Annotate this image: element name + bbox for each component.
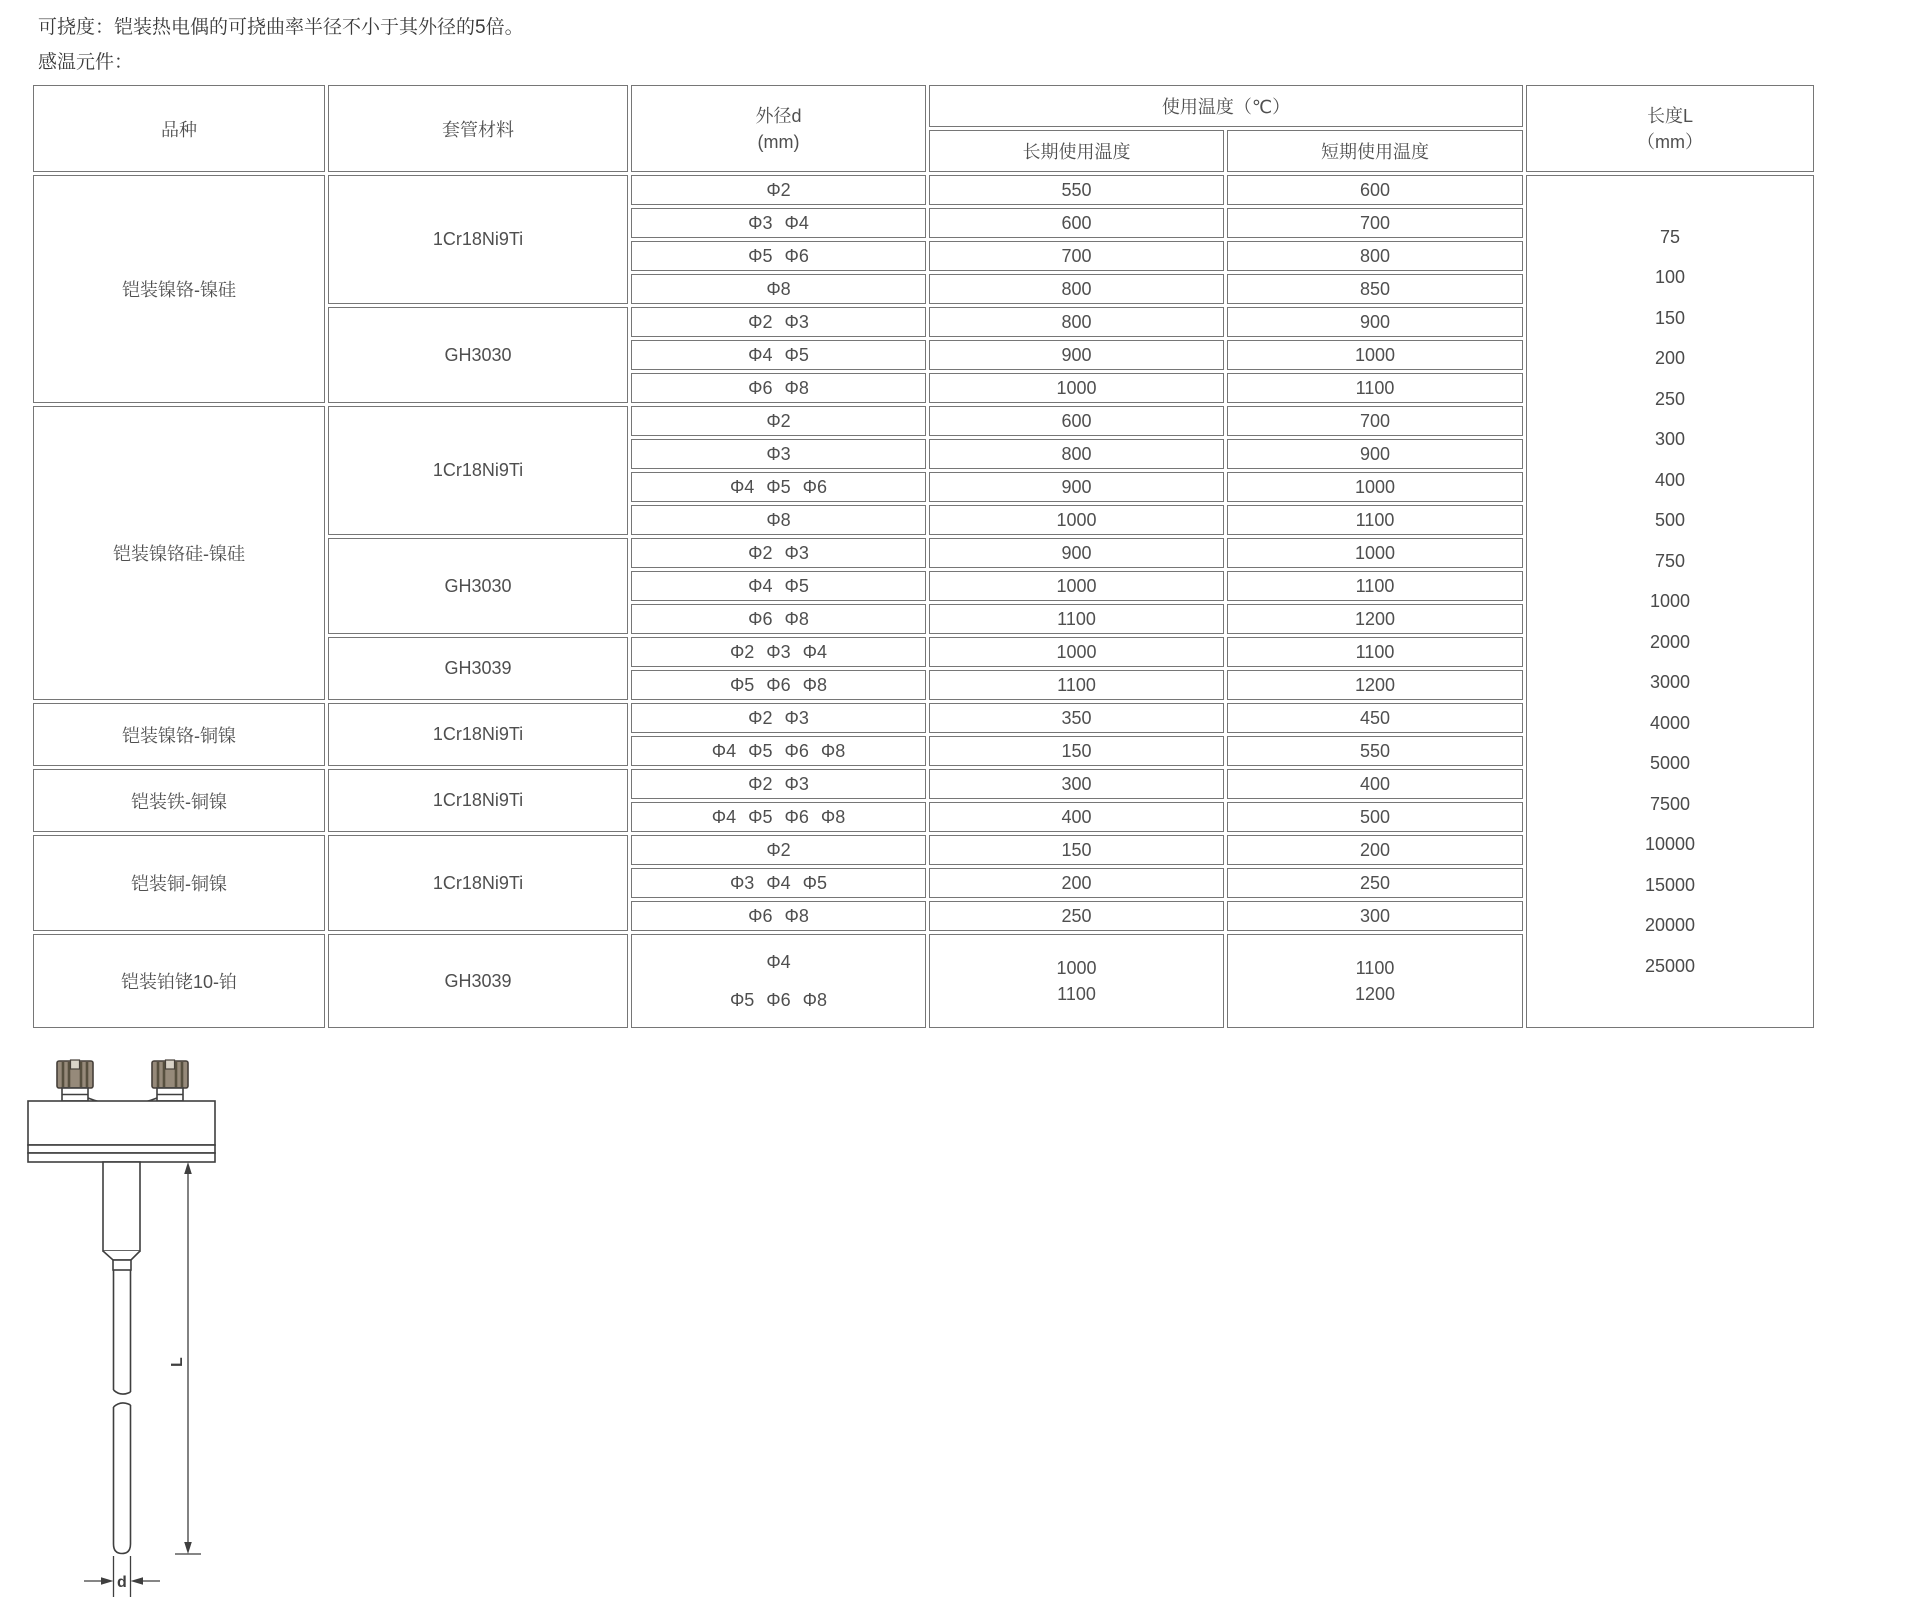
short-term-temp-cell: 550 (1227, 736, 1523, 766)
length-value: 300 (1654, 429, 1686, 450)
outer-diameter-cell: Φ8 (631, 274, 926, 304)
sheath-material-cell: GH3030 (328, 307, 628, 403)
header-length-line1: 长度L (1646, 105, 1693, 126)
outer-diameter-cell: Φ6 Φ8 (631, 901, 926, 931)
short-term-temp-cell: 1100 (1227, 373, 1523, 403)
probe-drawing (20, 1056, 280, 1616)
header-outer-diameter-line2: (mm) (757, 131, 800, 152)
short-term-temp-cell: 900 (1227, 307, 1523, 337)
sheath-material-cell: 1Cr18Ni9Ti (328, 406, 628, 535)
outer-diameter-cell: Φ2 Φ3 Φ4 (631, 637, 926, 667)
length-dimension-label: L (169, 1357, 186, 1367)
short-term-temp-cell: 800 (1227, 241, 1523, 271)
length-cell (1526, 175, 1814, 1028)
long-term-temp-cell: 550 (929, 175, 1224, 205)
outer-diameter-cell: Φ3 Φ4 (631, 208, 926, 238)
long-term-temp-cell: 800 (929, 274, 1224, 304)
short-term-temp-cell: 700 (1227, 406, 1523, 436)
length-value: 400 (1654, 469, 1686, 490)
long-term-temp-cell: 1100 (929, 670, 1224, 700)
header-long-term: 长期使用温度 (929, 130, 1224, 172)
table-header-row (33, 85, 1814, 127)
short-term-temp-cell: 1100 (1227, 637, 1523, 667)
sheath-tube (103, 1162, 140, 1554)
long-term-temp-cell: 400 (929, 802, 1224, 832)
short-term-temp-cell: 1200 (1227, 670, 1523, 700)
outer-diameter-cell: Φ2 (631, 835, 926, 865)
long-term-temp-cell: 1000 (929, 373, 1224, 403)
long-term-temp-cell: 700 (929, 241, 1224, 271)
long-term-temp-cell: 1000 (929, 637, 1224, 667)
long-term-temp-cell: 150 (929, 835, 1224, 865)
short-term-temp-line: 1100 (1355, 958, 1395, 978)
short-term-temp-cell: 600 (1227, 175, 1523, 205)
length-value: 3000 (1649, 672, 1691, 693)
length-value: 250 (1654, 388, 1686, 409)
variety-cell: 铠装铁-铜镍 (33, 769, 325, 832)
header-length (1526, 85, 1814, 172)
outer-diameter-line: Φ4 (766, 952, 791, 972)
sensor-element-label: 感温元件： (38, 52, 134, 73)
outer-diameter-cell: Φ3 Φ4 Φ5 (631, 868, 926, 898)
diameter-dimension-label: d (117, 1574, 127, 1591)
outer-diameter-cell: Φ2 Φ3 (631, 307, 926, 337)
length-value: 750 (1654, 550, 1686, 571)
outer-diameter-cell: Φ2 Φ3 (631, 703, 926, 733)
header-short-term: 短期使用温度 (1227, 130, 1523, 172)
length-value: 1000 (1649, 591, 1691, 612)
sheath-material-cell: 1Cr18Ni9Ti (328, 769, 628, 832)
length-value: 500 (1654, 510, 1686, 531)
long-term-temp-cell: 1000 (929, 571, 1224, 601)
long-term-temp-line: 1000 (1056, 958, 1097, 978)
outer-diameter-cell: Φ4 Φ5 (631, 571, 926, 601)
variety-cell: 铠装铜-铜镍 (33, 835, 325, 931)
header-sheath-material: 套管材料 (328, 85, 628, 172)
long-term-temp-cell: 900 (929, 340, 1224, 370)
length-value: 15000 (1644, 874, 1696, 895)
terminal-block (28, 1101, 215, 1162)
long-term-temp-cell: 300 (929, 769, 1224, 799)
short-term-temp-cell: 1000 (1227, 340, 1523, 370)
long-term-temp-cell: 150 (929, 736, 1224, 766)
short-term-temp-cell: 1100 (1227, 571, 1523, 601)
length-value: 2000 (1649, 631, 1691, 652)
table-row (33, 175, 1814, 205)
outer-diameter-cell: Φ6 Φ8 (631, 373, 926, 403)
variety-cell: 铠装铂铑10-铂 (33, 934, 325, 1028)
short-term-temp-cell: 400 (1227, 769, 1523, 799)
long-term-temp-cell: 900 (929, 472, 1224, 502)
long-term-temp-cell: 1000 (929, 505, 1224, 535)
outer-diameter-cell: Φ2 (631, 406, 926, 436)
header-outer-diameter-line1: 外径d (755, 105, 802, 126)
outer-diameter-cell: Φ6 Φ8 (631, 604, 926, 634)
length-value: 4000 (1649, 712, 1691, 733)
outer-diameter-cell: Φ4 Φ5 Φ6 (631, 472, 926, 502)
outer-diameter-cell: Φ2 Φ3 (631, 538, 926, 568)
outer-diameter-cell: Φ4 Φ5 Φ6 Φ8 (631, 736, 926, 766)
length-value: 25000 (1644, 955, 1696, 976)
long-term-temp-cell: 1100 (929, 604, 1224, 634)
short-term-temp-cell: 250 (1227, 868, 1523, 898)
sheath-material-cell: 1Cr18Ni9Ti (328, 835, 628, 931)
short-term-temp-cell: 300 (1227, 901, 1523, 931)
length-value: 5000 (1649, 753, 1691, 774)
short-term-temp-cell: 450 (1227, 703, 1523, 733)
outer-diameter-cell: Φ4 Φ5 Φ6 Φ8 (631, 802, 926, 832)
sheath-material-cell: GH3039 (328, 637, 628, 700)
sheath-material-cell: GH3030 (328, 538, 628, 634)
short-term-temp-line: 1200 (1354, 984, 1396, 1004)
length-value: 7500 (1649, 793, 1691, 814)
header-usage-temp: 使用温度（℃） (929, 85, 1523, 127)
short-term-temp-cell: 700 (1227, 208, 1523, 238)
length-value: 75 (1659, 226, 1681, 247)
flexibility-note: 可挠度：铠装热电偶的可挠曲率半径不小于其外径的5倍。 (38, 17, 524, 38)
sheath-material-cell: GH3039 (328, 934, 628, 1028)
outer-diameter-cell: Φ2 (631, 175, 926, 205)
long-term-temp-cell: 900 (929, 538, 1224, 568)
long-term-temp-line: 1100 (1057, 984, 1096, 1004)
outer-diameter-cell: Φ2 Φ3 (631, 769, 926, 799)
outer-diameter-cell: Φ3 (631, 439, 926, 469)
long-term-temp-cell (929, 934, 1224, 1028)
short-term-temp-cell: 850 (1227, 274, 1523, 304)
long-term-temp-cell: 800 (929, 307, 1224, 337)
thermocouple-spec-table (30, 82, 1817, 1031)
outer-diameter-cell: Φ5 Φ6 (631, 241, 926, 271)
long-term-temp-cell: 600 (929, 406, 1224, 436)
length-value: 200 (1654, 348, 1686, 369)
short-term-temp-cell: 1000 (1227, 472, 1523, 502)
short-term-temp-cell: 500 (1227, 802, 1523, 832)
length-value: 150 (1654, 307, 1686, 328)
short-term-temp-cell (1227, 934, 1523, 1028)
outer-diameter-cell (631, 934, 926, 1028)
long-term-temp-cell: 800 (929, 439, 1224, 469)
variety-cell: 铠装镍铬硅-镍硅 (33, 406, 325, 700)
outer-diameter-line: Φ5 Φ6 Φ8 (729, 990, 828, 1010)
long-term-temp-cell: 600 (929, 208, 1224, 238)
long-term-temp-cell: 250 (929, 901, 1224, 931)
length-value: 10000 (1644, 834, 1696, 855)
header-variety: 品种 (33, 85, 325, 172)
long-term-temp-cell: 200 (929, 868, 1224, 898)
long-term-temp-cell: 350 (929, 703, 1224, 733)
short-term-temp-cell: 1200 (1227, 604, 1523, 634)
short-term-temp-cell: 900 (1227, 439, 1523, 469)
short-term-temp-cell: 1100 (1227, 505, 1523, 535)
thermocouple-probe-diagram (20, 1056, 280, 1616)
sheath-material-cell: 1Cr18Ni9Ti (328, 175, 628, 304)
outer-diameter-cell: Φ4 Φ5 (631, 340, 926, 370)
variety-cell: 铠装镍铬-镍硅 (33, 175, 325, 403)
terminal-screw-right (152, 1060, 188, 1101)
length-value: 100 (1654, 267, 1686, 288)
outer-diameter-cell: Φ5 Φ6 Φ8 (631, 670, 926, 700)
header-outer-diameter (631, 85, 926, 172)
short-term-temp-cell: 1000 (1227, 538, 1523, 568)
header-length-line2: （mm） (1637, 131, 1703, 152)
terminal-screw-left (57, 1060, 93, 1101)
length-value: 20000 (1644, 915, 1696, 936)
short-term-temp-cell: 200 (1227, 835, 1523, 865)
sheath-material-cell: 1Cr18Ni9Ti (328, 703, 628, 766)
variety-cell: 铠装镍铬-铜镍 (33, 703, 325, 766)
outer-diameter-cell: Φ8 (631, 505, 926, 535)
